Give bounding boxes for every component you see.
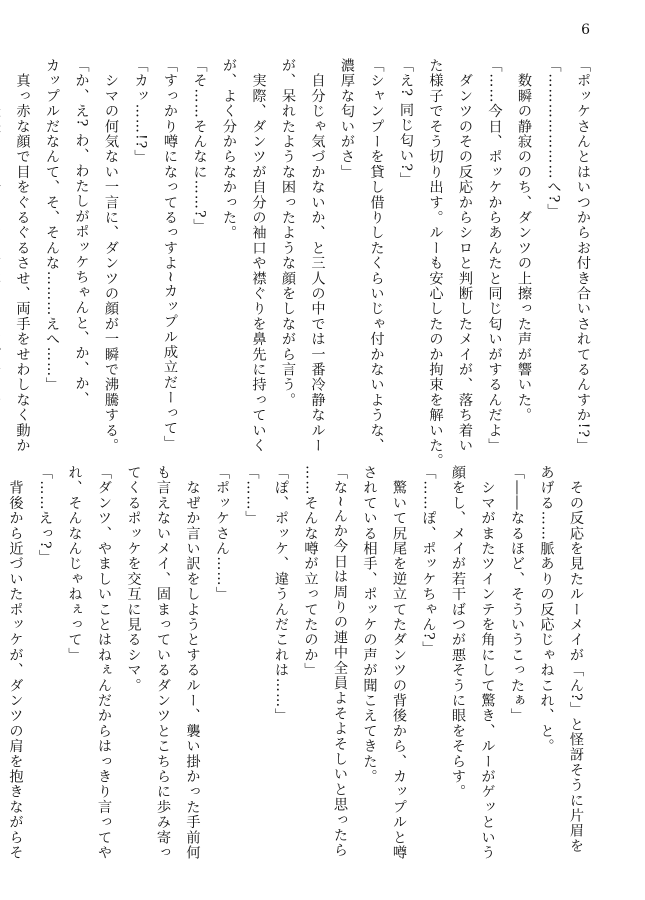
- text-line: 背後から近づいたポッケが、ダンツの肩を抱きながらそ: [7, 465, 24, 861]
- text-line: 「な~んか今日は周りの連中全員よそよそしいと思ったら: [332, 465, 348, 858]
- text-line: 「ぽ、ポッケ、違うんだこれは……」: [273, 465, 289, 724]
- text-line: 「え? 同じ匂い?」: [398, 58, 414, 188]
- text-line: なぜか言い訳をしようとするルー、襲い掛かった手前何: [184, 465, 201, 861]
- text-line: 「――なるほど、そういうこったぁ」: [509, 465, 525, 724]
- text-line: た様子でそう切り出す。ルーも安心したのか拘束を解いた。: [427, 58, 444, 469]
- text-line: れ、そんなんじゃねぇって」: [66, 465, 83, 663]
- text-line: ……そんな噂が立ってたのか」: [302, 465, 319, 678]
- text-line: その反応を見たルーメイが「ん?」と怪訝そうに片眉を: [568, 465, 584, 854]
- text-line: 数瞬の静寂ののち、ダンツの上擦った声が響いた。: [516, 58, 532, 423]
- text-line: ダンツのその反応からシロと判断したメイが、落ち着い: [457, 58, 473, 454]
- text-line: 「ポッケさんとはいつからお付き合いされてるんすか!?」: [575, 58, 591, 454]
- text-line: 濃厚な匂いがさ」: [339, 58, 355, 180]
- text-line: 真っ赤な顔で目をぐるぐるさせ、両手をせわしなく動か: [14, 58, 31, 454]
- text-line: カップルだなんて、そ、そんな………えへ……」: [44, 58, 60, 393]
- text-line: 自分じゃ気づかないか、と三人の中では一番冷静なルー: [309, 58, 326, 454]
- text-line: 「…………………へ?」: [545, 58, 562, 219]
- text-block-upper: [0, 58, 597, 469]
- text-line: 「か、え? わ、わたしがポッケちゃんと、か、か、: [73, 58, 90, 407]
- text-line: が、よく分からなかった。: [221, 58, 237, 241]
- text-line: あげる……脈ありの反応じゃねこれ、と。: [538, 465, 555, 754]
- text-line: 「……今日、ポッケからあんたと同じ匂いがするんだよ」: [486, 58, 503, 454]
- text-line: 「すっかり噂になってるっすよ~カップル成立だーって」: [162, 58, 178, 451]
- text-line: シマがまたツインテを角にして驚き、ルーがゲッという: [479, 465, 496, 861]
- text-line: シマの何気ない一言に、ダンツの顔が一瞬で沸騰する。: [103, 58, 119, 454]
- text-line: 顔をし、メイが若干ばつが悪そうに眼をそらす。: [450, 465, 466, 800]
- text-line: 「……ぽ、ポッケちゃん?」: [420, 465, 437, 656]
- text-line: 「ポッケさん……」: [214, 465, 230, 602]
- text-line: が、呆れたような困ったような顔をしながら言う。: [280, 58, 296, 408]
- text-line: 実際、ダンツが自分の袖口や襟ぐりを鼻先に持っていく: [250, 58, 267, 454]
- text-line: も言えないメイ、固まっているダンツとこちらに歩み寄っ: [155, 465, 171, 861]
- text-line: 驚いて尻尾を逆立てたダンツの背後から、カップルと噂: [391, 465, 407, 861]
- text-line: てくるポッケを交互に見るシマ。: [125, 465, 142, 693]
- text-block-lower: [0, 465, 590, 861]
- text-line: [0, 58, 7, 450]
- text-line: 「ダンツ、やましいことはねぇんだからはっきり言ってや: [96, 465, 112, 861]
- text-line: 「シャンプーを貸し借りしたくらいじゃ付かないような、: [368, 58, 385, 454]
- text-line: 「そ……そんなに……?」: [191, 58, 208, 234]
- text-line: 「……」: [243, 465, 260, 526]
- text-line: 「……えっ?」: [37, 465, 53, 565]
- page-number: 6: [581, 22, 590, 38]
- text-line: されている相手、ポッケの声が聞こえてきた。: [361, 465, 378, 785]
- text-line: 「カッ……!?」: [132, 58, 149, 165]
